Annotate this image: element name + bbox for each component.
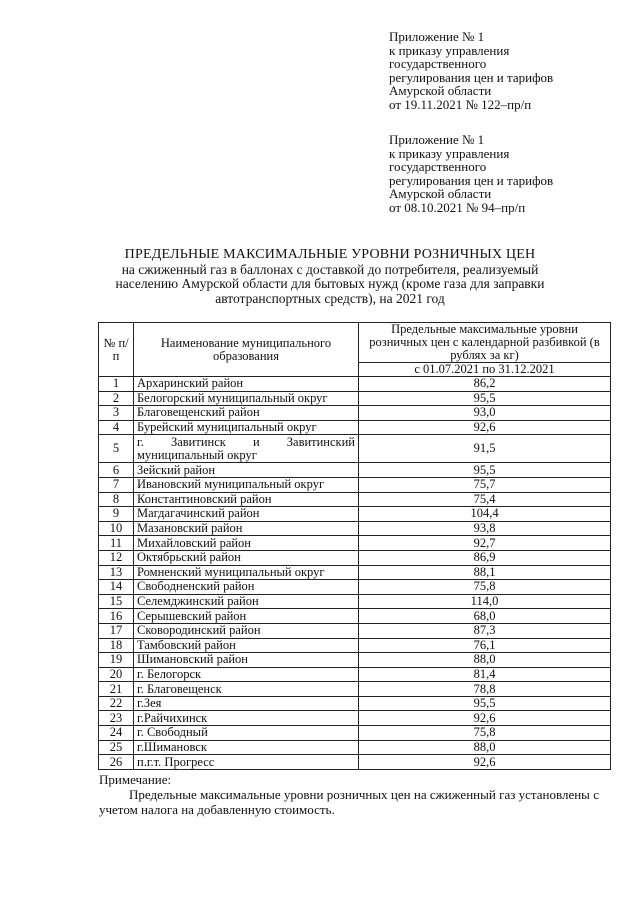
header-period: с 01.07.2021 по 31.12.2021 (359, 363, 611, 377)
row-municipality: Октябрьский район (134, 550, 359, 565)
row-municipality: г. Завитинск и Завитинский муниципальный округ (134, 435, 359, 463)
table-row (99, 580, 611, 595)
annex-line: регулирования цен и тарифов (389, 172, 554, 188)
annex-previous-order (389, 133, 629, 214)
row-number: 6 (99, 463, 134, 478)
row-number: 21 (99, 682, 134, 697)
annex-line: к приказу управления (389, 42, 510, 58)
table-row (99, 463, 611, 478)
table-row (99, 435, 611, 463)
annex-line: государственного (389, 159, 487, 174)
table-row (99, 594, 611, 609)
table-row (99, 696, 611, 711)
row-municipality: Тамбовский район (134, 638, 359, 653)
row-price: 88,0 (359, 740, 611, 755)
row-municipality: Шимановский район (134, 653, 359, 668)
row-number: 18 (99, 638, 134, 653)
table-row (99, 507, 611, 522)
table-row (99, 638, 611, 653)
row-price: 75,7 (359, 477, 611, 492)
table-row (99, 521, 611, 536)
row-municipality: Ромненский муниципальный округ (134, 565, 359, 580)
row-municipality: п.г.т. Прогресс (134, 755, 359, 770)
table-row (99, 609, 611, 624)
annex-line: регулирования цен и тарифов (389, 69, 554, 85)
document-title (60, 248, 600, 306)
table-row (99, 711, 611, 726)
annex-line: Амурской области (389, 83, 492, 98)
row-number: 8 (99, 492, 134, 507)
row-municipality: Архаринский район (134, 377, 359, 392)
annex-line: от 19.11.2021 № 122–пр/п (389, 96, 532, 112)
row-municipality: г.Зея (134, 696, 359, 711)
row-number: 7 (99, 477, 134, 492)
row-price: 76,1 (359, 638, 611, 653)
row-price: 91,5 (359, 435, 611, 463)
row-price: 95,5 (359, 463, 611, 478)
row-municipality: г. Белогорск (134, 667, 359, 682)
row-municipality: Белогорский муниципальный округ (134, 391, 359, 406)
price-table (98, 322, 611, 770)
row-price: 93,0 (359, 406, 611, 421)
row-price: 88,0 (359, 653, 611, 668)
table-row (99, 391, 611, 406)
table-row (99, 740, 611, 755)
row-municipality: Бурейский муниципальный округ (134, 420, 359, 435)
note-label: Примечание: (99, 772, 172, 787)
row-number: 15 (99, 594, 134, 609)
table-row (99, 550, 611, 565)
row-number: 4 (99, 420, 134, 435)
row-price: 88,1 (359, 565, 611, 580)
row-price: 92,7 (359, 536, 611, 551)
row-number: 14 (99, 580, 134, 595)
table-row (99, 420, 611, 435)
row-number: 12 (99, 550, 134, 565)
row-number: 9 (99, 507, 134, 522)
row-price: 92,6 (359, 420, 611, 435)
annex-line: государственного (389, 56, 487, 71)
row-price: 75,8 (359, 580, 611, 595)
table-row (99, 755, 611, 770)
row-municipality: Серышевский район (134, 609, 359, 624)
title-line-2: на сжиженный газ в баллонах с доставкой до потребителя, реализуемый (121, 261, 539, 277)
row-number: 19 (99, 653, 134, 668)
row-price: 75,8 (359, 726, 611, 741)
table-body (99, 377, 611, 770)
row-municipality: Свободненский район (134, 580, 359, 595)
table-row (99, 653, 611, 668)
annex-line: Приложение № 1 (389, 132, 485, 147)
row-municipality: Селемджинский район (134, 594, 359, 609)
annex-current-order (389, 30, 629, 111)
row-municipality: Мазановский район (134, 521, 359, 536)
row-municipality: Константиновский район (134, 492, 359, 507)
row-price: 92,6 (359, 755, 611, 770)
table-row (99, 565, 611, 580)
row-municipality: г.Райчихинск (134, 711, 359, 726)
table-row (99, 477, 611, 492)
row-number: 13 (99, 565, 134, 580)
row-price: 81,4 (359, 667, 611, 682)
annex-line: к приказу управления (389, 145, 510, 161)
header-number: № п/п (99, 323, 134, 377)
row-price: 114,0 (359, 594, 611, 609)
row-number: 23 (99, 711, 134, 726)
row-number: 26 (99, 755, 134, 770)
note-text: Предельные максимальные уровни розничных цен на сжиженный газ установлены с учетом налога на добавленную стоимость. (99, 787, 599, 817)
row-price: 68,0 (359, 609, 611, 624)
table-row (99, 623, 611, 638)
row-municipality: г. Свободный (134, 726, 359, 741)
title-line-4: автотранспортных средств), на 2021 год (215, 290, 445, 306)
row-price: 93,8 (359, 521, 611, 536)
annex-line: Приложение № 1 (389, 29, 485, 44)
row-price: 86,2 (359, 377, 611, 392)
note (99, 772, 599, 817)
row-number: 22 (99, 696, 134, 711)
row-municipality: Михайловский район (134, 536, 359, 551)
row-number: 5 (99, 435, 134, 463)
table-row (99, 726, 611, 741)
title-line-1: ПРЕДЕЛЬНЫЕ МАКСИМАЛЬНЫЕ УРОВНИ РОЗНИЧНЫХ ЦЕН (124, 247, 536, 262)
row-municipality: Благовещенский район (134, 406, 359, 421)
row-price: 92,6 (359, 711, 611, 726)
row-municipality: Зейский район (134, 463, 359, 478)
row-price: 75,4 (359, 492, 611, 507)
row-number: 10 (99, 521, 134, 536)
row-number: 20 (99, 667, 134, 682)
row-number: 11 (99, 536, 134, 551)
row-price: 87,3 (359, 623, 611, 638)
row-municipality: г.Шимановск (134, 740, 359, 755)
row-municipality: Сковородинский район (134, 623, 359, 638)
row-number: 16 (99, 609, 134, 624)
table-row (99, 667, 611, 682)
row-municipality: Магдагачинский район (134, 507, 359, 522)
header-municipality: Наименование муниципального образования (134, 323, 359, 377)
row-price: 78,8 (359, 682, 611, 697)
row-municipality: г. Благовещенск (134, 682, 359, 697)
row-number: 17 (99, 623, 134, 638)
row-number: 24 (99, 726, 134, 741)
annex-line: от 08.10.2021 № 94–пр/п (389, 199, 526, 215)
table-row (99, 492, 611, 507)
table-row (99, 406, 611, 421)
row-price: 86,9 (359, 550, 611, 565)
table-row (99, 682, 611, 697)
row-price: 95,5 (359, 391, 611, 406)
row-number: 2 (99, 391, 134, 406)
row-number: 3 (99, 406, 134, 421)
annex-line: Амурской области (389, 186, 492, 201)
row-price: 104,4 (359, 507, 611, 522)
header-price: Предельные максимальные уровни розничных цен с календарной разбивкой (в рублях за кг) (359, 323, 611, 363)
row-number: 25 (99, 740, 134, 755)
title-line-3: населению Амурской области для бытовых нужд (кроме газа для заправки (115, 276, 545, 291)
row-municipality: Ивановский муниципальный округ (134, 477, 359, 492)
row-price: 95,5 (359, 696, 611, 711)
table-row (99, 377, 611, 392)
row-number: 1 (99, 377, 134, 392)
table-row (99, 536, 611, 551)
